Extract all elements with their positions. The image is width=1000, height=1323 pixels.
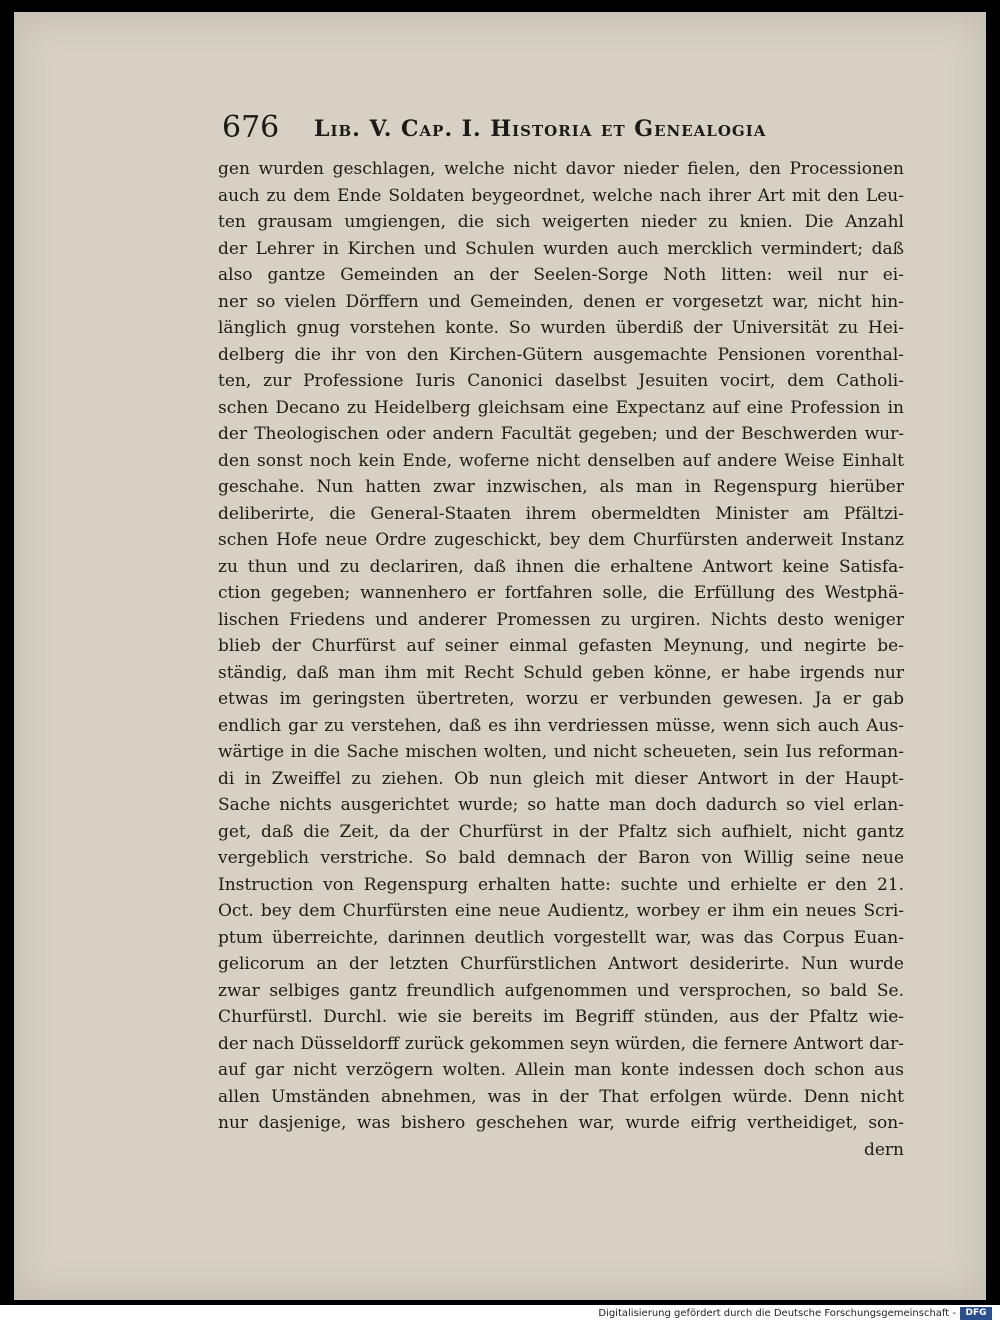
text-line: schen Decano zu Heidelberg gleichsam eine Expectanz auf eine Profession in	[218, 397, 904, 418]
text-line: deliberirte, die General-Staaten ihrem obermeldten Minister am Pfältzi-	[218, 503, 904, 524]
text-line: der nach Düsseldorff zurück gekommen seyn würden, die fernere Antwort dar-	[218, 1033, 904, 1054]
text-line: ten, zur Professione Iuris Canonici daselbst Jesuiten vocirt, dem Catholi-	[218, 371, 904, 391]
text-line: allen Umständen abnehmen, was in der That erfolgen würde. Denn nicht	[218, 1086, 904, 1107]
page-number: 676	[222, 110, 280, 145]
text-line: gen wurden geschlagen, welche nicht davor nieder fielen, den Processionen	[218, 159, 904, 179]
text-line: gelicorum an der letzten Churfürstlichen Antwort desiderirte. Nun wurde	[218, 954, 904, 974]
text-line: schen Hofe neue Ordre zugeschickt, bey dem Churfürsten anderweit Instanz	[218, 530, 904, 550]
text-line: zwar selbiges gantz freundlich aufgenommen und versprochen, so bald Se.	[218, 980, 904, 1001]
text-line: zu thun und zu declariren, daß ihnen die erhaltene Antwort keine Satisfa-	[218, 556, 904, 577]
text-line: ten grausam umgiengen, die sich weigerten nieder zu knien. Die Anzahl	[218, 212, 904, 232]
text-line: auch zu dem Ende Soldaten beygeordnet, welche nach ihrer Art mit den Leu-	[218, 185, 904, 206]
text-line: di in Zweiffel zu ziehen. Ob nun gleich mit dieser Antwort in der Haupt-	[218, 768, 904, 789]
catchword: dern	[863, 1139, 904, 1160]
text-line: Instruction von Regenspurg erhalten hatte: suchte und erhielte er den 21.	[218, 874, 904, 895]
text-line: delberg die ihr von den Kirchen-Gütern ausgemachte Pensionen vorenthal-	[218, 344, 904, 365]
text-line: geschahe. Nun hatten zwar inzwischen, als man in Regenspurg hierüber	[218, 477, 904, 497]
text-line: blieb der Churfürst auf seiner einmal gefasten Meynung, und negirte be-	[218, 636, 904, 656]
text-line: den sonst noch kein Ende, woferne nicht denselben auf andere Weise Einhalt	[218, 450, 904, 471]
footer	[0, 1305, 1000, 1323]
funding-credit: Digitalisierung gefördert durch die Deutsche Forschungsgemeinschaft -	[598, 1308, 956, 1319]
text-line: Churfürstl. Durchl. wie sie bereits im Begriff stünden, aus der Pfaltz wie-	[218, 1007, 904, 1027]
dfg-logo: DFG	[960, 1307, 992, 1320]
text-line: ction gegeben; wannenhero er fortfahren solle, die Erfüllung des Westphä-	[218, 583, 904, 603]
text-line: länglich gnug vorstehen konte. So wurden überdiß der Universität zu Hei-	[218, 318, 904, 338]
text-line: ständig, daß man ihm mit Recht Schuld geben könne, er habe irgends nur	[218, 662, 904, 683]
text-line: ptum überreichte, darinnen deutlich vorgestellt war, was das Corpus Euan-	[218, 927, 904, 948]
page-header	[222, 108, 822, 148]
text-line: auf gar nicht verzögern wolten. Allein man konte indessen doch schon aus	[218, 1060, 904, 1080]
text-line: endlich gar zu verstehen, daß es ihn verdriessen müsse, wenn sich auch Aus-	[218, 715, 904, 736]
body-text	[218, 156, 904, 1163]
text-line: wärtige in die Sache mischen wolten, und nicht scheueten, sein Ius reforman-	[218, 742, 904, 762]
text-line: get, daß die Zeit, da der Churfürst in der Pfaltz sich aufhielt, nicht gantz	[218, 821, 904, 842]
text-line: Oct. bey dem Churfürsten eine neue Audientz, worbey er ihm ein neues Scri-	[218, 901, 904, 921]
text-line: also gantze Gemeinden an der Seelen-Sorge Noth litten: weil nur ei-	[218, 265, 904, 285]
text-line: der Lehrer in Kirchen und Schulen wurden auch mercklich vermindert; daß	[218, 238, 904, 259]
text-line: etwas im geringsten übertreten, worzu er verbunden gewesen. Ja er gab	[218, 689, 904, 709]
text-line: der Theologischen oder andern Facultät gegeben; und der Beschwerden wur-	[218, 424, 904, 444]
text-line: ner so vielen Dörffern und Gemeinden, denen er vorgesetzt war, nicht hin-	[218, 291, 904, 312]
text-line: Sache nichts ausgerichtet wurde; so hatte man doch dadurch so viel erlan-	[218, 795, 904, 815]
text-line: vergeblich verstriche. So bald demnach der Baron von Willig seine neue	[218, 848, 904, 868]
text-line: nur dasjenige, was bishero geschehen war, wurde eifrig vertheidiget, son-	[218, 1113, 904, 1133]
running-head: Lib. V. Cap. I. Historia et Genealogia	[314, 116, 767, 142]
text-line: lischen Friedens und anderer Promessen zu urgiren. Nichts desto weniger	[218, 609, 904, 630]
